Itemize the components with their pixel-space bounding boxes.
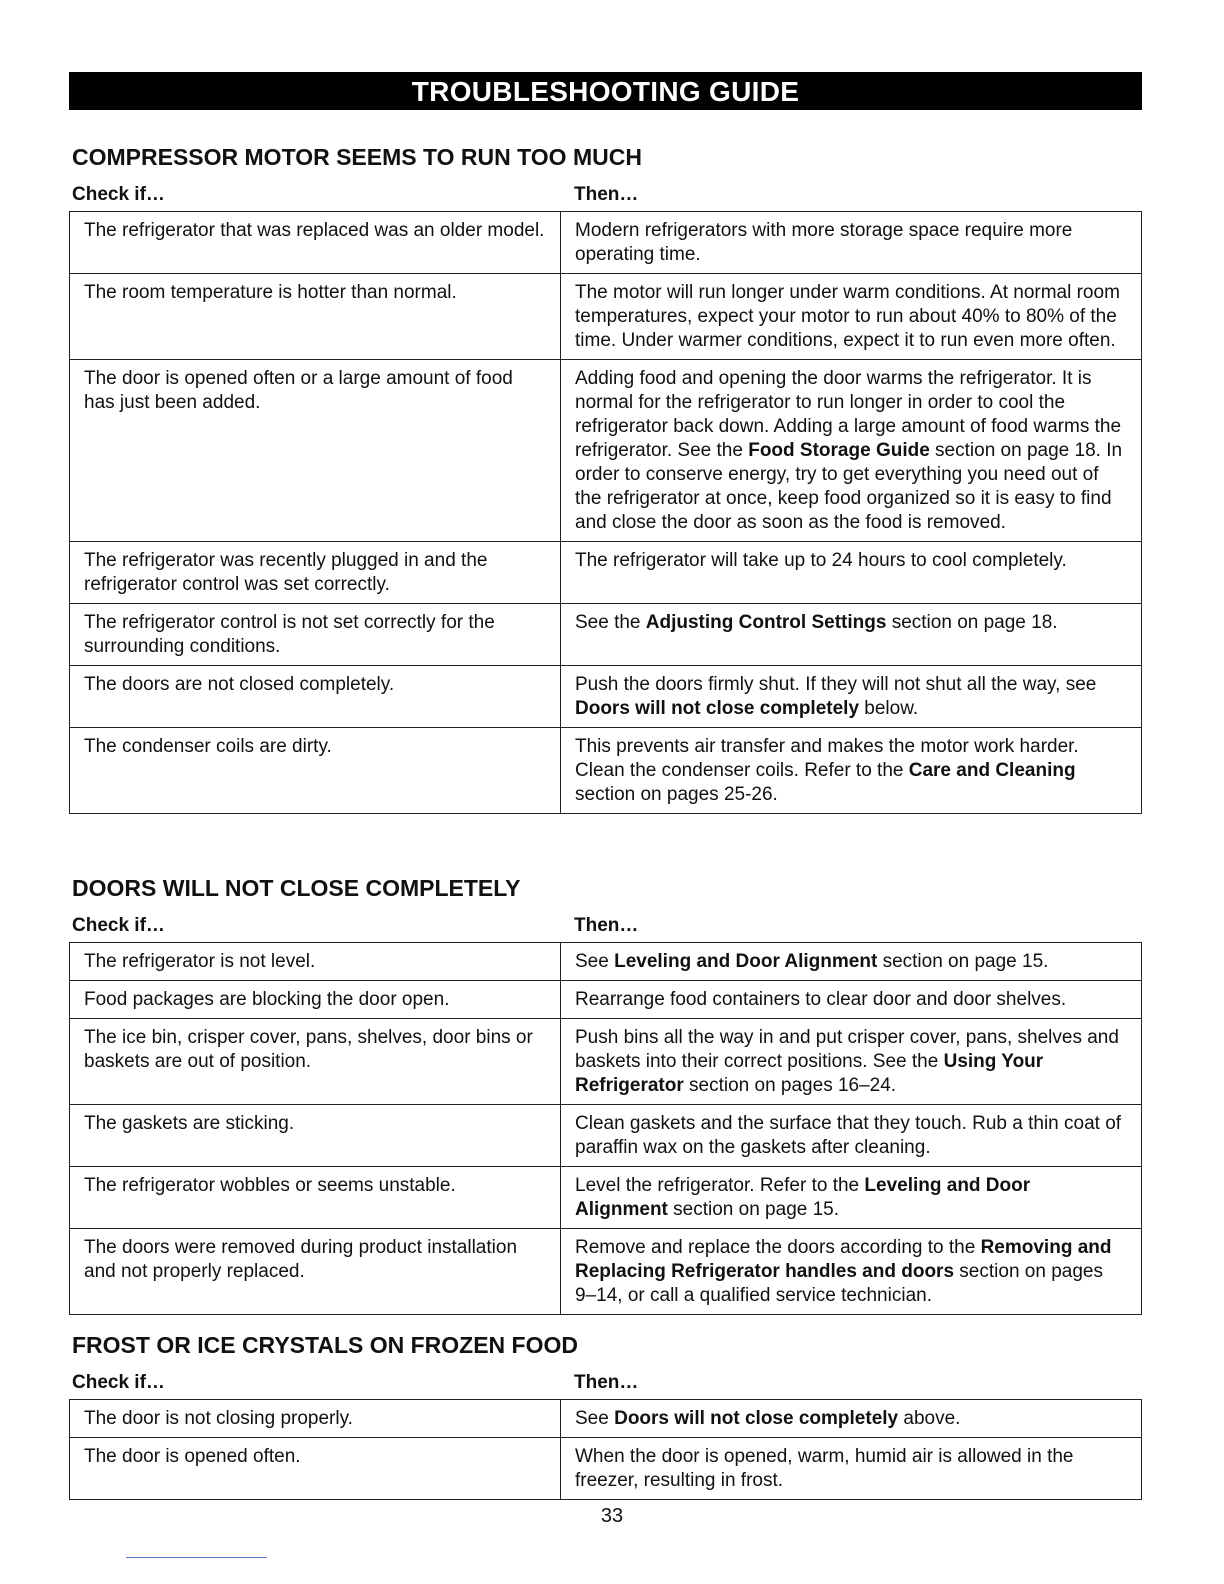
text-run: section on page 18. bbox=[886, 612, 1058, 633]
text-run: See bbox=[575, 951, 615, 972]
section-frost-ice bbox=[69, 1331, 1142, 1500]
bold-reference: Care and Cleaning bbox=[908, 760, 1076, 781]
then-cell bbox=[561, 1105, 1142, 1167]
then-cell bbox=[561, 1438, 1142, 1500]
section-title: DOORS WILL NOT CLOSE COMPLETELY bbox=[72, 875, 521, 901]
text-run: section on pages 9–14, or call a qualified service technician. bbox=[575, 1261, 1103, 1306]
bold-reference: Using Your Refrigerator bbox=[575, 1051, 1044, 1096]
check-if-header: Check if… bbox=[72, 184, 165, 205]
column-headers bbox=[69, 183, 1142, 207]
then-cell bbox=[561, 943, 1142, 981]
table-row bbox=[70, 274, 1142, 360]
column-headers bbox=[69, 1371, 1142, 1395]
then-cell bbox=[561, 274, 1142, 360]
table-row bbox=[70, 728, 1142, 814]
check-cell: The condenser coils are dirty. bbox=[70, 728, 561, 814]
text-run: section on page 15. bbox=[877, 951, 1049, 972]
bold-reference: Adjusting Control Settings bbox=[645, 612, 887, 633]
table-row bbox=[70, 943, 1142, 981]
then-cell bbox=[561, 212, 1142, 274]
section-title: COMPRESSOR MOTOR SEEMS TO RUN TOO MUCH bbox=[72, 144, 642, 170]
check-cell: The refrigerator control is not set correctly for the surrounding conditions. bbox=[70, 604, 561, 666]
footer-rule bbox=[126, 1557, 267, 1558]
troubleshooting-table bbox=[69, 942, 1142, 1315]
table-row bbox=[70, 1167, 1142, 1229]
then-cell bbox=[561, 360, 1142, 542]
then-cell bbox=[561, 1400, 1142, 1438]
text-run: See bbox=[575, 1408, 615, 1429]
check-cell: The door is opened often. bbox=[70, 1438, 561, 1500]
page-banner: TROUBLESHOOTING GUIDE bbox=[69, 72, 1142, 110]
then-cell bbox=[561, 1167, 1142, 1229]
table-row bbox=[70, 604, 1142, 666]
text-run: Adding food and opening the door warms the refrigerator. It is normal for the refrigerator to run longer in order to cool the refrigerator back down. Adding a large amount of food warms the refrigerator. See the bbox=[575, 368, 1122, 461]
troubleshooting-table bbox=[69, 211, 1142, 814]
table-row bbox=[70, 981, 1142, 1019]
table-row bbox=[70, 1229, 1142, 1315]
check-cell: The refrigerator is not level. bbox=[70, 943, 561, 981]
check-cell: The ice bin, crisper cover, pans, shelves, door bins or baskets are out of position. bbox=[70, 1019, 561, 1105]
text-run: The refrigerator will take up to 24 hours to cool completely. bbox=[575, 550, 1067, 571]
text-run: This prevents air transfer and makes the motor work harder. Clean the condenser coils. Refer to the bbox=[575, 736, 1079, 781]
troubleshooting-table bbox=[69, 1399, 1142, 1500]
table-row bbox=[70, 1105, 1142, 1167]
text-run: Clean gaskets and the surface that they touch. Rub a thin coat of paraffin wax on the gaskets after cleaning. bbox=[575, 1113, 1122, 1158]
text-run: Remove and replace the doors according to the bbox=[575, 1237, 981, 1258]
bold-reference: Removing and Replacing Refrigerator handles and doors bbox=[575, 1237, 1112, 1282]
table-row bbox=[70, 212, 1142, 274]
check-cell: The room temperature is hotter than normal. bbox=[70, 274, 561, 360]
check-cell: The door is not closing properly. bbox=[70, 1400, 561, 1438]
then-cell bbox=[561, 1229, 1142, 1315]
then-cell bbox=[561, 728, 1142, 814]
then-header: Then… bbox=[574, 915, 639, 936]
text-run: Rearrange food containers to clear door and door shelves. bbox=[575, 989, 1067, 1010]
bold-reference: Doors will not close completely bbox=[575, 698, 860, 719]
section-title: FROST OR ICE CRYSTALS ON FROZEN FOOD bbox=[72, 1332, 578, 1358]
section-doors-not-close bbox=[69, 874, 1142, 1315]
column-headers bbox=[69, 914, 1142, 938]
text-run: section on pages 16–24. bbox=[683, 1075, 897, 1096]
then-header: Then… bbox=[574, 184, 639, 205]
text-run: below. bbox=[859, 698, 919, 719]
bold-reference: Leveling and Door Alignment bbox=[575, 1175, 1031, 1220]
table-row bbox=[70, 1400, 1142, 1438]
table-row bbox=[70, 542, 1142, 604]
text-run: Level the refrigerator. Refer to the bbox=[575, 1175, 865, 1196]
table-row bbox=[70, 360, 1142, 542]
check-if-header: Check if… bbox=[72, 915, 165, 936]
bold-reference: Food Storage Guide bbox=[748, 440, 930, 461]
text-run: Modern refrigerators with more storage space require more operating time. bbox=[575, 220, 1073, 265]
bold-reference: Doors will not close completely bbox=[614, 1408, 899, 1429]
check-cell: The refrigerator that was replaced was an older model. bbox=[70, 212, 561, 274]
section-compressor-motor bbox=[69, 143, 1142, 814]
check-cell: The doors are not closed completely. bbox=[70, 666, 561, 728]
check-cell: The refrigerator was recently plugged in and the refrigerator control was set correctly. bbox=[70, 542, 561, 604]
text-run: section on pages 25-26. bbox=[575, 784, 778, 805]
then-cell bbox=[561, 542, 1142, 604]
text-run: The motor will run longer under warm conditions. At normal room temperatures, expect your motor to run about 40% to 80% of the time. Under warmer conditions, expect it to run even more often. bbox=[575, 282, 1120, 351]
text-run: section on page 18. In order to conserve energy, try to get everything you need out of the refrigerator at once, keep food organized so it is easy to find and close the door as soon as the food is removed. bbox=[575, 440, 1123, 533]
table-row bbox=[70, 1019, 1142, 1105]
then-cell bbox=[561, 666, 1142, 728]
check-cell: The refrigerator wobbles or seems unstable. bbox=[70, 1167, 561, 1229]
table-row bbox=[70, 1438, 1142, 1500]
text-run: Push bins all the way in and put crisper cover, pans, shelves and baskets into their correct positions. See the bbox=[575, 1027, 1119, 1072]
text-run: section on page 15. bbox=[667, 1199, 840, 1220]
then-cell bbox=[561, 1019, 1142, 1105]
check-cell: The door is opened often or a large amount of food has just been added. bbox=[70, 360, 561, 542]
text-run: See the bbox=[575, 612, 646, 633]
check-cell: The gaskets are sticking. bbox=[70, 1105, 561, 1167]
then-cell bbox=[561, 604, 1142, 666]
then-cell bbox=[561, 981, 1142, 1019]
check-cell: Food packages are blocking the door open. bbox=[70, 981, 561, 1019]
text-run: Push the doors firmly shut. If they will not shut all the way, see bbox=[575, 674, 1097, 695]
text-run: above. bbox=[898, 1408, 961, 1429]
table-row bbox=[70, 666, 1142, 728]
text-run: When the door is opened, warm, humid air is allowed in the freezer, resulting in frost. bbox=[575, 1446, 1074, 1491]
page-number: 33 bbox=[600, 1505, 624, 1527]
check-cell: The doors were removed during product installation and not properly replaced. bbox=[70, 1229, 561, 1315]
check-if-header: Check if… bbox=[72, 1372, 165, 1393]
bold-reference: Leveling and Door Alignment bbox=[614, 951, 878, 972]
then-header: Then… bbox=[574, 1372, 639, 1393]
